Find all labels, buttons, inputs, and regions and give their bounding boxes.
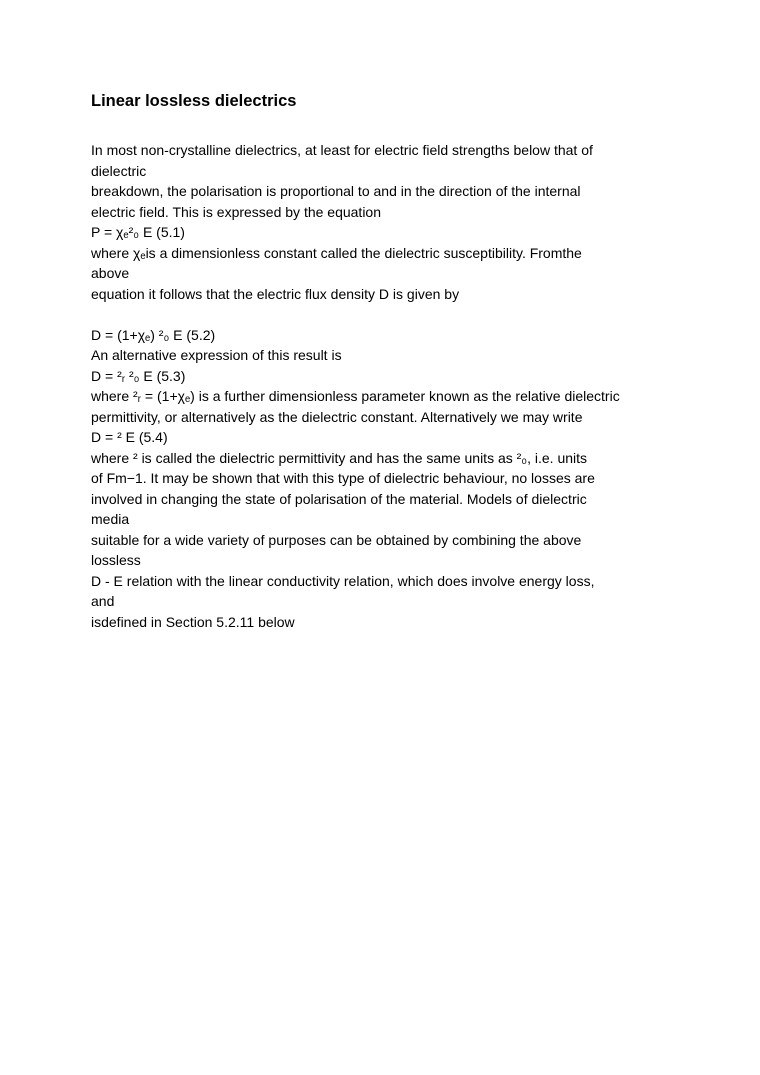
text-line: D - E relation with the linear conductivity relation, which does involve energy loss, (91, 572, 595, 589)
text-line: where ²ᵣ = (1+χₑ) is a further dimensionless parameter known as the relative dielectric (91, 388, 620, 404)
text-line: lossless (91, 552, 141, 568)
equation-5-4: D = ² E (5.4) (91, 429, 168, 445)
text-line: above (91, 265, 130, 281)
text-line: In most non-crystalline dielectrics, at least for electric field strengths below that of (91, 142, 593, 158)
text-line: where ² is called the dielectric permittivity and has the same units as ²₀, i.e. units (91, 449, 588, 466)
text-line: isdefined in Section 5.2.11 below (91, 613, 295, 630)
text-line: of Fm−1. It may be shown that with this type of dielectric behaviour, no losses are (91, 470, 595, 486)
text-line: equation it follows that the electric flux density D is given by (91, 285, 460, 302)
text-line: dielectric (91, 162, 147, 179)
text-line: and (91, 593, 115, 609)
text-line: involved in changing the state of polarisation of the material. Models of dielectric (91, 490, 587, 507)
paragraph-1 (91, 140, 751, 304)
text-line: permittivity, or alternatively as the dielectric constant. Alternatively we may write (91, 408, 583, 425)
equation-5-3: D = ²ᵣ ²₀ E (5.3) (91, 367, 186, 384)
document-title: Linear lossless dielectrics (91, 92, 297, 110)
document-body (91, 140, 751, 632)
equation-5-2: D = (1+χₑ) ²₀ E (5.2) (91, 326, 216, 343)
text-line: where χₑis a dimensionless constant called the dielectric susceptibility. Fromthe (91, 244, 582, 261)
text-line: breakdown, the polarisation is proportional to and in the direction of the internal (91, 183, 581, 199)
text-line: electric field. This is expressed by the equation (91, 203, 382, 220)
text-line: media (91, 511, 130, 527)
text-line: An alternative expression of this result is (91, 347, 342, 363)
equation-5-1: P = χₑ²₀ E (5.1) (91, 224, 185, 240)
text-line: suitable for a wide variety of purposes can be obtained by combining the above (91, 531, 582, 548)
paragraph-gap (91, 304, 751, 325)
paragraph-2 (91, 325, 751, 633)
